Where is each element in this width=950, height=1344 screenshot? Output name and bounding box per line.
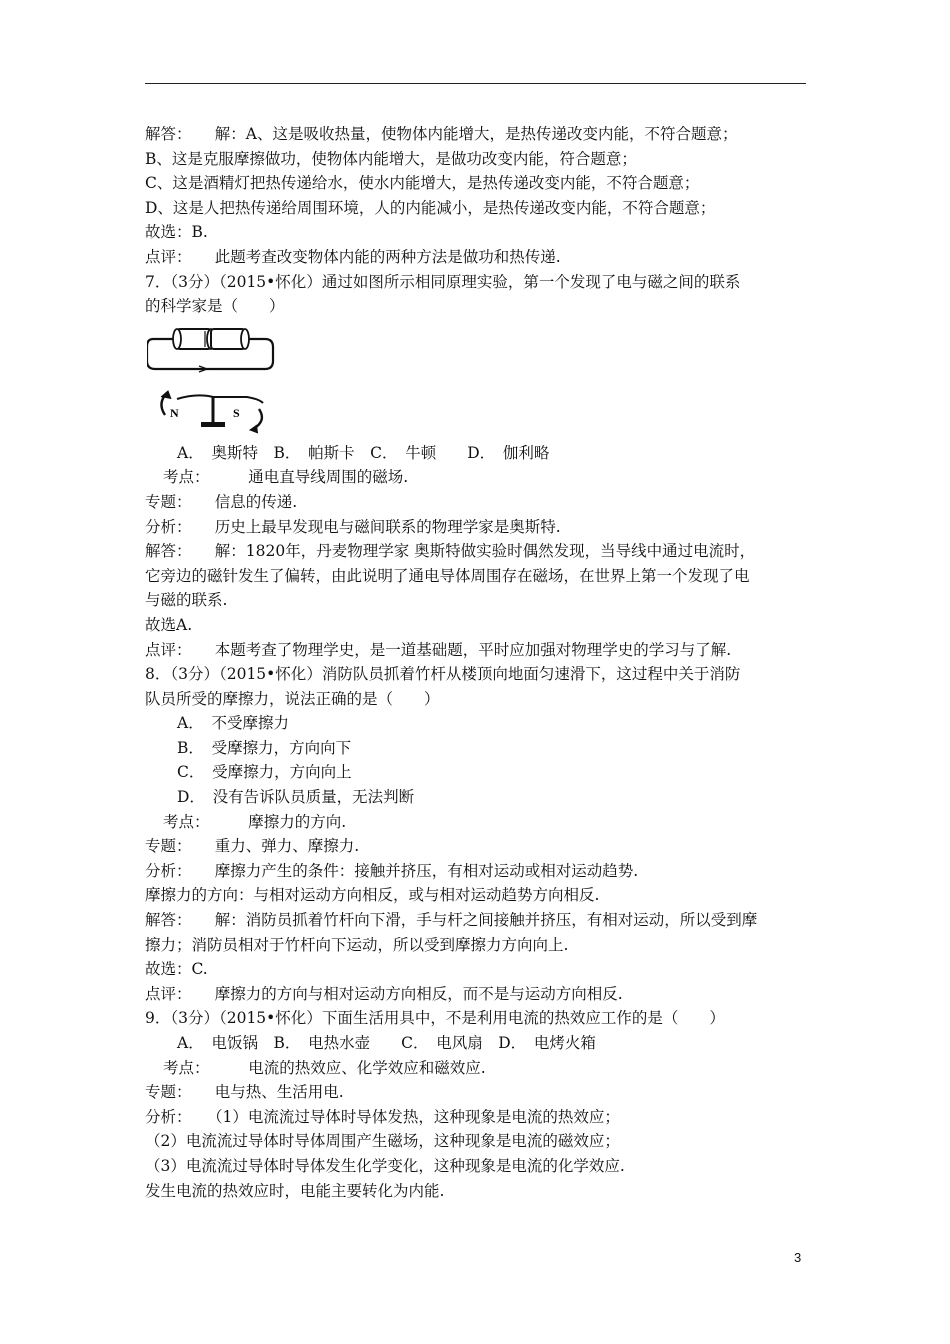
answer-option: B． 受摩擦力，方向向下: [177, 738, 352, 757]
text-line: 分析： 历史上最早发现电与磁间联系的物理学家是奥斯特.: [145, 517, 561, 536]
compass-stand: [201, 422, 225, 427]
answer-option: D． 没有告诉队员质量，无法判断: [177, 788, 415, 807]
answer-options: A． 电饭锅 B． 电热水壶 C． 电风扇 D． 电烤火箱: [177, 1034, 596, 1052]
question-7-stem: 的科学家是（ ）: [145, 297, 285, 316]
oersted-experiment-figure: [145, 319, 825, 441]
text-line: 专题： 重力、弹力、摩擦力.: [145, 837, 360, 856]
text-line: 考点： 通电直导线周围的磁场.: [163, 468, 409, 487]
text-line: 点评： 此题考查改变物体内能的两种方法是做功和热传递.: [145, 247, 561, 266]
text-line: 解答： 解：A、这是吸收热量，使物体内能增大，是热传递改变内能，不符合题意；: [145, 125, 738, 143]
rotation-arrow-right: [253, 409, 262, 429]
text-line: 与磁的联系.: [145, 591, 228, 610]
battery-cell-right: [211, 329, 245, 349]
question-9-stem: 9．（3分）（2015•怀化）下面生活用具中，不是利用电流的热效应工作的是（ ）: [145, 1009, 725, 1028]
text-line: 专题： 信息的传递.: [145, 492, 298, 511]
page-number: 3: [794, 1250, 802, 1265]
text-line: 分析： 摩擦力产生的条件：接触并挤压，有相对运动或相对运动趋势.: [145, 861, 639, 880]
page-content: [145, 122, 825, 1203]
north-pole-label: N: [170, 405, 179, 420]
header-rule: [145, 83, 806, 84]
text-line: 分析： （1）电流流过导体时导体发热，这种现象是电流的热效应；: [145, 1107, 620, 1126]
text-line: 摩擦力的方向：与相对运动方向相反，或与相对运动趋势方向相反.: [145, 886, 600, 905]
text-line: 故选A.: [145, 615, 193, 634]
text-line: 解答： 解：1820年，丹麦物理学家 奥斯特做实验时偶然发现，当导线中通过电流时，: [145, 542, 756, 561]
text-line: （3）电流流过导体时导体发生化学变化，这种现象是电流的化学效应.: [145, 1156, 625, 1175]
question-7-stem: 7．（3分）（2015•怀化）通过如图所示相同原理实验，第一个发现了电与磁之间的联系: [145, 272, 741, 291]
text-line: B、这是克服摩擦做功，使物体内能增大，是做功改变内能，符合题意；: [145, 149, 637, 168]
text-line: D、这是人把热传递给周围环境，人的内能减小，是热传递改变内能，不符合题意；: [145, 198, 716, 217]
answer-option: C． 受摩擦力，方向向上: [177, 763, 352, 782]
text-line: （2）电流流过导体时导体周围产生磁场，这种现象是电流的磁效应；: [145, 1132, 620, 1151]
text-line: 故选：B.: [145, 223, 208, 242]
text-line: 它旁边的磁针发生了偏转，由此说明了通电导体周围存在磁场，在世界上第一个发现了电: [145, 566, 750, 585]
south-pole-label: S: [233, 405, 240, 420]
text-line: 发生电流的热效应时，电能主要转化为内能.: [145, 1181, 445, 1200]
text-line: 考点： 电流的热效应、化学效应和磁效应.: [163, 1058, 486, 1077]
text-line: 点评： 本题考查了物理学史，是一道基础题，平时应加强对物理学史的学习与了解.: [145, 640, 732, 659]
question-8-stem: 8．（3分）（2015•怀化）消防队员抓着竹杆从楼顶向地面匀速滑下，这过程中关于消防: [145, 665, 741, 684]
text-line: 专题： 电与热、生活用电.: [145, 1083, 344, 1102]
text-line: 解答： 解：消防员抓着竹杆向下滑，手与杆之间接触并挤压，有相对运动，所以受到摩: [145, 911, 758, 930]
answer-options: A． 奥斯特 B． 帕斯卡 C． 牛顿 D． 伽利略: [177, 443, 550, 462]
battery-cell-left: [177, 329, 211, 349]
circuit-compass-diagram: [147, 325, 277, 437]
text-line: 点评： 摩擦力的方向与相对运动方向相反，而不是与运动方向相反.: [145, 984, 623, 1003]
text-line: 考点： 摩擦力的方向.: [163, 812, 347, 831]
text-line: 擦力；消防员相对于竹杆向下运动，所以受到摩擦力方向向上.: [145, 935, 569, 954]
compass-needle: [177, 395, 263, 403]
text-line: 故选：C.: [145, 960, 208, 979]
answer-option: A． 不受摩擦力: [177, 714, 289, 733]
text-line: C、这是酒精灯把热传递给水，使水内能增大，是热传递改变内能，不符合题意；: [145, 174, 700, 193]
question-8-stem: 队员所受的摩擦力，说法正确的是（ ）: [145, 689, 440, 708]
